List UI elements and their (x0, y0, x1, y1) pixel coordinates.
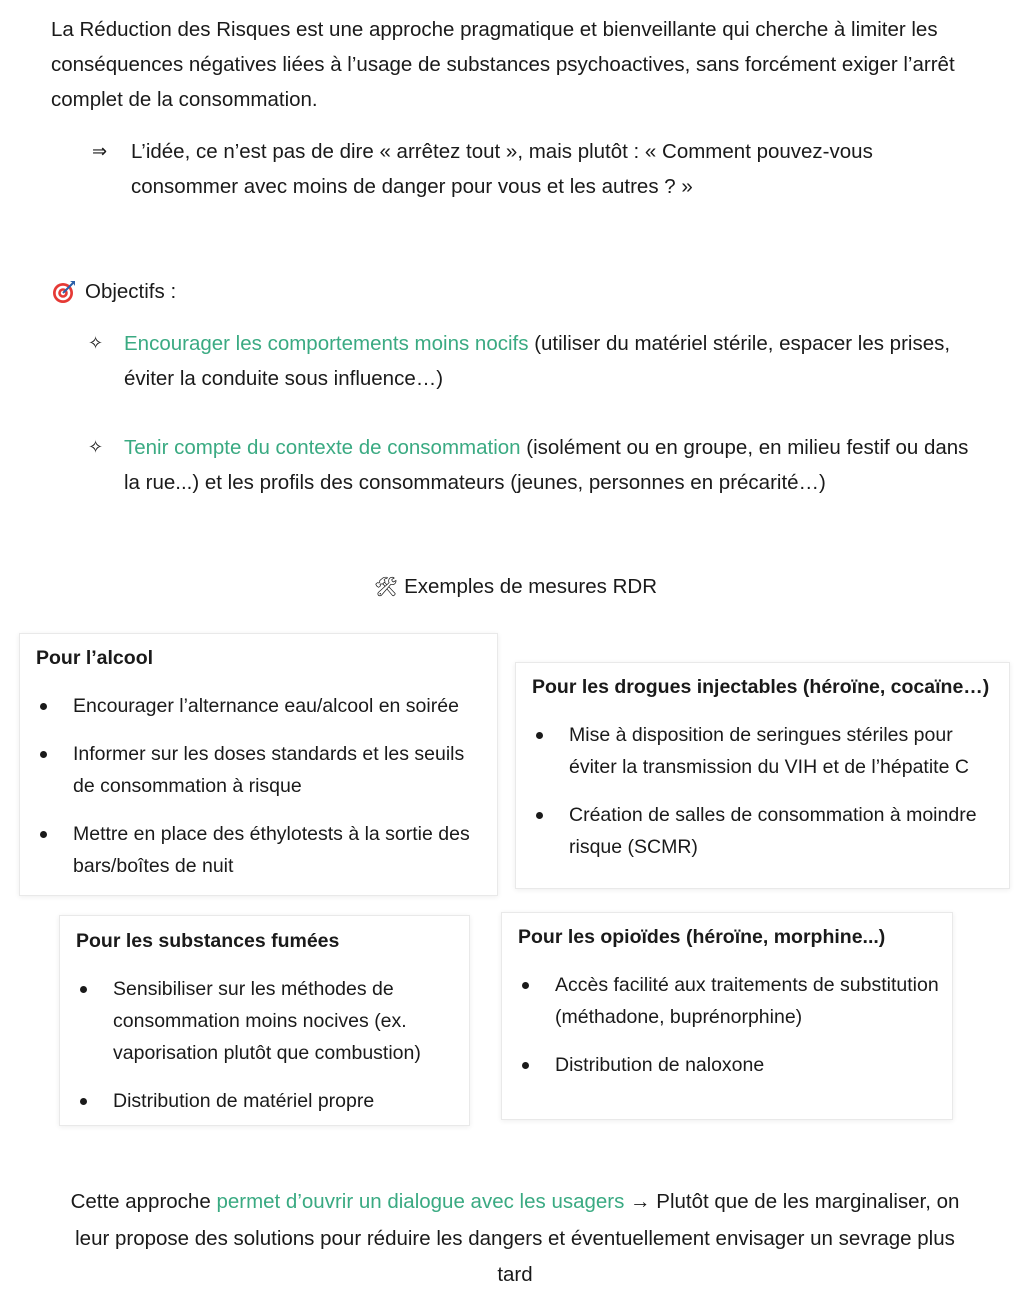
box-list (36, 690, 483, 882)
list-item: Mise à disposition de seringues stériles pour éviter la transmission du VIH et de l’hépatite C (532, 719, 999, 783)
objective-item (88, 326, 988, 396)
list-item: Distribution de naloxone (518, 1049, 940, 1081)
idea-text: L’idée, ce n’est pas de dire « arrêtez tout », mais plutôt : « Comment pouvez-vous consommer avec moins de danger pour vous et les autres ? » (131, 140, 873, 198)
injectables-box (515, 662, 1010, 889)
examples-title: Exemples de mesures RDR (404, 575, 658, 598)
objectives-title: Objectifs : (85, 280, 177, 303)
sparkle-bullet-icon: ✧ (88, 333, 104, 354)
box-list (532, 719, 999, 863)
box-list (518, 969, 940, 1081)
objective-text (124, 326, 988, 396)
smoked-substances-box (59, 915, 470, 1126)
objective-item (88, 430, 988, 500)
tools-icon: 🛠 (373, 576, 399, 598)
box-title: Pour les opioïdes (héroïne, morphine...) (518, 926, 886, 948)
target-icon (51, 279, 77, 305)
alcohol-box (19, 633, 498, 896)
box-title: Pour les substances fumées (76, 930, 340, 952)
box-list (76, 973, 455, 1117)
double-arrow-icon: ⇒ (92, 141, 108, 162)
list-item: Encourager l’alternance eau/alcool en soirée (36, 690, 483, 722)
objective-detail: (isolément ou en groupe, en milieu festif ou dans la rue...) et les profils des consommateurs (jeunes, personnes en précarité…) (124, 436, 969, 494)
objective-highlight: Encourager les comportements moins nocifs (124, 332, 529, 355)
opioids-box (501, 912, 953, 1120)
list-item: Création de salles de consommation à moindre risque (SCMR) (532, 799, 999, 863)
conclusion-start: Cette approche (70, 1190, 217, 1213)
intro-paragraph: La Réduction des Risques est une approche pragmatique et bienveillante qui cherche à limiter les conséquences négatives liées à l’usage de substances psychoactives, sans forcément exiger l’arrêt complet de la consommation. (51, 18, 955, 111)
list-item: Mettre en place des éthylotests à la sortie des bars/boîtes de nuit (36, 818, 483, 882)
list-item: Sensibiliser sur les méthodes de consommation moins nocives (ex. vaporisation plutôt que combustion) (76, 973, 455, 1069)
box-title: Pour les drogues injectables (héroïne, cocaïne…) (532, 676, 990, 698)
box-title: Pour l’alcool (36, 647, 154, 669)
examples-heading (0, 569, 1031, 605)
sparkle-bullet-icon: ✧ (88, 437, 104, 458)
conclusion-paragraph (60, 1184, 970, 1294)
list-item: Informer sur les doses standards et les seuils de consommation à risque (36, 738, 483, 802)
objective-detail: (utiliser du matériel stérile, espacer les prises, éviter la conduite sous influence…) (124, 332, 951, 390)
conclusion-end: → Plutôt que de les marginaliser, on leur propose des solutions pour réduire les dangers et éventuellement envisager un sevrage plus tard (75, 1190, 960, 1286)
conclusion-highlight: permet d’ouvrir un dialogue avec les usagers (216, 1190, 625, 1213)
list-item: Distribution de matériel propre (76, 1085, 455, 1117)
list-item: Accès facilité aux traitements de substitution (méthadone, buprénorphine) (518, 969, 940, 1033)
idea-line (92, 134, 962, 204)
objective-highlight: Tenir compte du contexte de consommation (124, 436, 521, 459)
objective-text (124, 430, 988, 500)
objectives-heading (51, 274, 176, 309)
